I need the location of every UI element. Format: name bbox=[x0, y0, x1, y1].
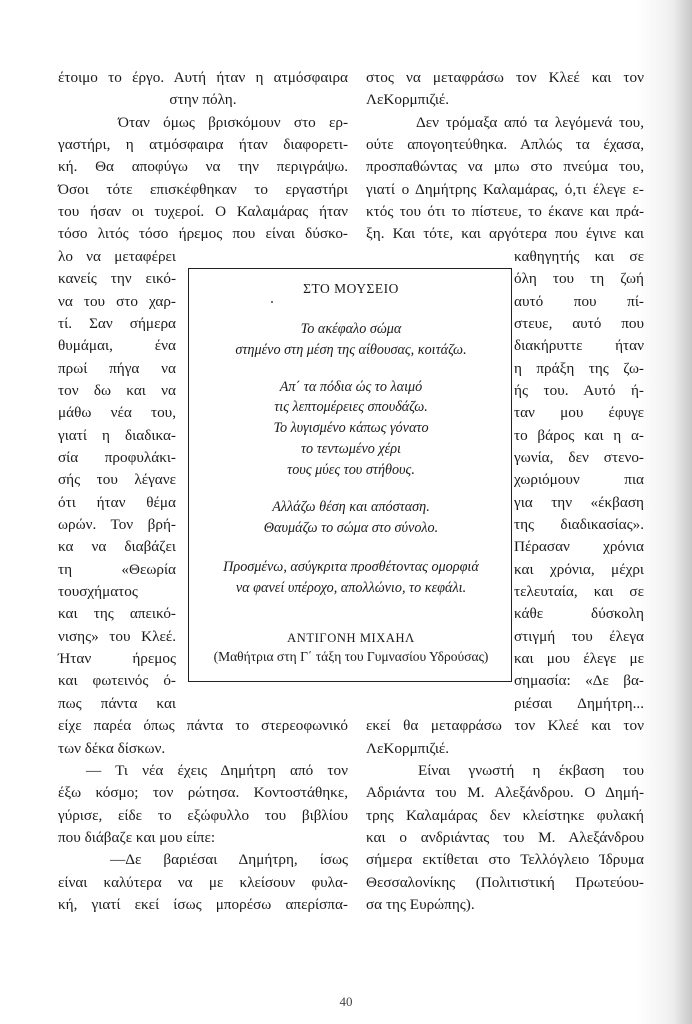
text-line: και χρόνια, μέχρι bbox=[514, 560, 644, 578]
text-line: χωριόμουν πια bbox=[514, 471, 644, 489]
poem-title: ΣΤΟ ΜΟΥΣΕΙΟ bbox=[303, 281, 399, 296]
text-line: έξω κόσμο; τον ρώτησα. Κοντοστάθηκε, bbox=[58, 784, 348, 802]
poem-line: το τεντωμένο χέρι bbox=[300, 441, 401, 457]
text-line: σία προφυλάκι- bbox=[58, 448, 176, 466]
text-line: στος να μεταφράσω τον Κλεέ και τον bbox=[366, 69, 644, 86]
text-line: πως πάντα και bbox=[58, 694, 176, 712]
text-line: πρωί πήγα να bbox=[58, 359, 176, 377]
text-line: Όσοι τότε επισκέφθηκαν το εργαστήρι bbox=[58, 180, 348, 198]
text-line: σής του λέγανε bbox=[58, 471, 176, 489]
poem-box bbox=[188, 268, 512, 682]
text-line: για την «έκβαση bbox=[514, 493, 644, 511]
text-line: και της απεικό- bbox=[58, 605, 176, 623]
text-line: Είναι γνωστή η έκβαση του bbox=[418, 761, 644, 779]
text-line: και ο ανδριάντας του Μ. Αλεξάνδρου bbox=[366, 828, 644, 846]
text-line: ότι ήταν θέμα bbox=[58, 493, 176, 511]
text-line: ΛεΚορμπιζιέ. bbox=[366, 91, 450, 109]
text-line: Ήταν ήρεμος bbox=[58, 650, 176, 668]
text-line: τρης Καλαμάρας δεν κλείστηκε φυλακή bbox=[366, 806, 644, 824]
text-line: νισης» του Κλεέ. bbox=[58, 627, 176, 645]
text-line: κτός του ότι το πίστευε, το έκανε και πρά- bbox=[366, 203, 644, 221]
text-line: λο να μεταφέρει bbox=[58, 247, 176, 265]
text-line: —Δε βαριέσαι Δημήτρη, ίσως bbox=[110, 851, 348, 869]
text-line: εκεί θα μεταφράσω τον Κλεέ και τον bbox=[366, 717, 644, 735]
text-line: κή. Θα αποφύγω να την περιγράψω. bbox=[58, 158, 348, 176]
text-line: τελευταία, και σε bbox=[514, 583, 644, 601]
text-line: Όταν όμως βρισκόμουν στο ερ- bbox=[118, 113, 348, 131]
text-line: στην πόλη. bbox=[169, 91, 237, 109]
text-line: μάθω νέα του, bbox=[58, 404, 176, 422]
poem-author: ΑΝΤΙΓΟΝΗ ΜΙΧΑΗΛ bbox=[287, 631, 415, 645]
text-line: τόσο λιτός τόσο ήρεμος που είναι δύσκο- bbox=[58, 225, 348, 243]
poem-line: Το λυγισμένο κάπως γόνατο bbox=[273, 420, 429, 436]
text-line: των δέκα δίσκων. bbox=[58, 739, 166, 757]
text-line: ξη. Και τότε, και αργότερα που έγινε και bbox=[366, 225, 644, 243]
text-line: καθηγητής και σε bbox=[514, 247, 644, 265]
text-line: τουσχήματος bbox=[58, 583, 138, 601]
text-line: ούτε απογοητεύθηκα. Απλώς τα έχασα, bbox=[366, 136, 644, 154]
text-line: κή, γιατί εκεί ίσως μπορέσω απερίσπα- bbox=[58, 895, 348, 913]
text-line: ής του. Αυτό ή- bbox=[514, 381, 644, 399]
poem-line: τους μύες του στήθους. bbox=[287, 462, 415, 478]
text-line: στιγμή του έλεγα bbox=[514, 627, 644, 645]
text-line: προσπαθώντας να μπω στο πνεύμα του, bbox=[366, 158, 644, 176]
text-line: το βάρος και η α- bbox=[514, 426, 644, 444]
text-line: γωνία, δεν στενο- bbox=[514, 448, 644, 466]
text-line: είναι καλύτερα να με κλείσουν φυλα- bbox=[58, 873, 348, 891]
text-line: και μου έλεγε με bbox=[514, 650, 644, 668]
text-line: ΛεΚορμπιζιέ. bbox=[366, 739, 450, 757]
text-line: και φωτεινός ό- bbox=[58, 672, 176, 690]
poem-line: Απ΄ τα πόδια ώς το λαιμό bbox=[279, 379, 423, 395]
poem-author-note: (Μαθήτρια στη Γ΄ τάξη του Γυμνασίου Υδρούσας) bbox=[213, 649, 489, 664]
text-line: — Τι νέα έχεις Δημήτρη από τον bbox=[86, 761, 348, 779]
text-line: διακήρυττε ήταν bbox=[514, 337, 644, 355]
text-line: που διάβαζε και μου είπε: bbox=[58, 828, 216, 846]
text-line: έτοιμο το έργο. Αυτή ήταν η ατμόσφαιρα bbox=[58, 69, 348, 86]
text-line: κα να διαβάζει bbox=[58, 538, 176, 556]
text-line: σα της Ευρώπης). bbox=[366, 895, 475, 913]
text-line: γύρισε, είδε το εξώφυλλο του βιβλίου bbox=[58, 806, 348, 824]
text-line: σήμερα εκτίθεται στο Τελλόγλειο Ίδρυμα bbox=[366, 851, 644, 869]
text-line: η πράξη της ζω- bbox=[514, 359, 644, 377]
text-line: γιατί ο Δημήτρης Καλαμάρας, ό,τι έλεγε ε- bbox=[366, 180, 644, 198]
speck-mark bbox=[271, 301, 273, 303]
text-line: γαστήρι, η ατμόσφαιρα ήταν διαφορετι- bbox=[58, 136, 348, 154]
text-line: Θεσσαλονίκης (Πολιτιστική Πρωτεύου- bbox=[366, 873, 644, 891]
poem-line: στημένο στη μέση της αίθουσας, κοιτάζω. bbox=[235, 342, 467, 358]
text-line: ριέσαι Δημήτρη... bbox=[514, 694, 644, 712]
text-line: γιατί η διαδικα- bbox=[58, 426, 176, 444]
text-line: κάθε δύσκολη bbox=[514, 605, 644, 623]
poem-line: Αλλάζω θέση και απόσταση. bbox=[272, 499, 430, 515]
poem-line: Το ακέφαλο σώμα bbox=[300, 321, 402, 337]
page-number: 40 bbox=[339, 994, 353, 1009]
text-line: τον δω και να bbox=[58, 381, 176, 399]
poem-line: Προσμένω, ασύγκριτα προσθέτοντας ομορφιά bbox=[223, 559, 479, 575]
text-line: Δεν τρόμαξα από τα λεγόμενά του, bbox=[416, 113, 644, 131]
text-line: αυτό που πί- bbox=[514, 292, 644, 310]
text-line: του ήσαν οι τυχεροί. Ο Καλαμάρας ήταν bbox=[58, 203, 348, 221]
text-line: Αδριάντα του Μ. Αλεξάνδρου. Ο Δημή- bbox=[366, 784, 644, 802]
text-line: Πέρασαν χρόνια bbox=[514, 538, 644, 556]
text-line: σημασία: «Δε βα- bbox=[514, 672, 644, 690]
page-edge-shadow bbox=[674, 0, 692, 1024]
poem-line: να φανεί υπέροχο, απολλώνιο, το κεφάλι. bbox=[235, 580, 467, 596]
poem-line: Θαυμάζω το σώμα στο σύνολο. bbox=[263, 520, 439, 536]
text-line: ωρών. Τον βρή- bbox=[58, 516, 176, 533]
text-line: θυμάμαι, ένα bbox=[58, 337, 176, 355]
text-line: στευε, αυτό που bbox=[514, 314, 644, 332]
text-line: τί. Σαν σήμερα bbox=[58, 314, 176, 332]
text-line: κανείς την εικό- bbox=[58, 270, 176, 288]
text-line: όλη του τη ζωή bbox=[514, 270, 644, 288]
text-line: να του στο χαρ- bbox=[58, 292, 176, 310]
poem-line: τις λεπτομέρειες σπουδάζω. bbox=[274, 399, 428, 415]
text-line: της διαδικασίας». bbox=[514, 516, 644, 533]
text-line: ταν μου έφυγε bbox=[514, 404, 644, 422]
text-line: τη «Θεωρία bbox=[58, 560, 176, 578]
text-line: είχε παρέα όπως πάντα το στερεοφωνικό bbox=[58, 717, 348, 735]
